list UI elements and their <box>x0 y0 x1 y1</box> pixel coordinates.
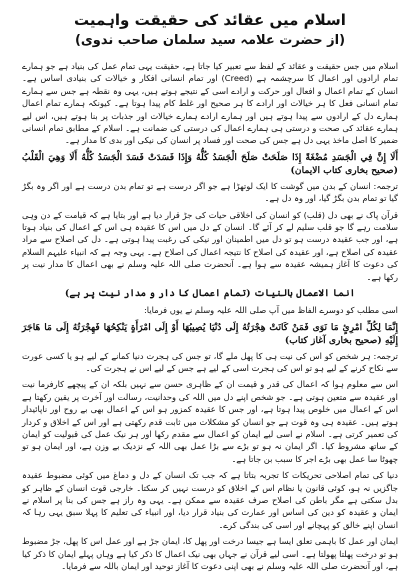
paragraph-translation-hijrah: ترجمہ: ہر شخص کو اس کی نیت ہی کا پھل ملے گا، تو جس کی ہجرت دنیا کمانے کے لیے ہو یا کسی عورت سے نکاح کرنے کے لیے ہو تو اس کی ہجرت اسی کے لیے ہے جس کے لیے اس نے ہجرت کی۔ <box>22 350 398 373</box>
paragraph-tree-analogy: ایمان اور عمل کا باہمی تعلق ایسا ہے جیسا درخت اور پھل کا، ایمان جڑ ہے اور عمل اس کا پھل، جڑ مضبوط ہو تو درخت پھلتا پھولتا ہے۔ اسی لیے قرآن نے جہاں بھی نیک اعمال کا ذکر کیا ہے وہاں پہلے ایمان کا ذکر کیا ہے، اور آنحضرت صلی اللہ علیہ وسلم نے بھی اپنی دعوت کا آغاز توحید اور ایمان باللہ سے فرمایا۔ <box>22 536 398 571</box>
document-title: اسلام میں عقائد کی حقیقت واہمیت <box>74 11 346 29</box>
hadith-arabic-heart: أَلَا إِنَّ فِي الْجَسَدِ مُضْغَةً إِذَا صَلَحَتْ صَلَحَ الْجَسَدُ كُلُّهُ وَإِذَا فَسَدَتْ فَسَدَ الْجَسَدُ كُلُّهُ أَلَا وَهِيَ الْقَلْبُ (صحیح بخاری کتاب الایمان) <box>22 151 398 176</box>
hadith-arabic-intentions: انما الاعمال بالنيات (تمام اعمال کا دار و مدار نیت پر ہے) <box>64 288 356 300</box>
paragraph-quran-heart: قرآن پاک نے بھی دل (قلب) کو انسان کی اخلاقی حیات کی جڑ قرار دیا ہے اور بتایا ہے کہ قیامت کے دن وہی سلامت رہے گا جو قلب سلیم لے کر آئے گا۔ انسان کے دل میں اس کا عقیدہ ہی اس کے اعمال کی بنیاد ہوتا ہے، اور جب عقیدہ درست ہو تو دل میں اطمینان اور نیکی کی رغبت پیدا ہوتی ہے۔ دل کی اصلاح سے مراد عقیدہ کی اصلاح ہے، اور عقیدہ کی اصلاح کا نتیجہ اعمال کی اصلاح ہے۔ یہی وجہ ہے کہ انبیاء علیہم السلام کی دعوت کا آغاز ہمیشہ عقیدہ سے ہوا ہے۔ آنحضرت صلی اللہ علیہ وسلم نے بھی اعمال کا مدار نیت پر رکھا ہے۔ <box>22 209 398 282</box>
hadith-arabic-hijrah: إِنَّمَا لِكُلِّ امْرِئٍ مَا نَوَى فَمَنْ كَانَتْ هِجْرَتُهُ إِلَى دُنْيَا يُصِيبُهَا أَوْ إِلَى امْرَأَةٍ يَنْكِحُهَا فَهِجْرَتُهُ إِلَى مَا هَاجَرَ إِلَيْهِ (صحیح بخاری آغاز کتاب) <box>22 321 398 346</box>
paragraph-reform: دنیا کی تمام اصلاحی تحریکات کا تجربہ بتاتا ہے کہ جب تک انسان کے دل و دماغ میں کوئی مضبوط عقیدہ جاگزیں نہ ہو، کوئی قانون یا نظام اس کے اخلاق کو درست نہیں کر سکتا۔ خارجی قوت انسان کے ظاہر کو بدل سکتی ہے مگر باطن کی اصلاح صرف عقیدہ سے ممکن ہے۔ یہی وہ راز ہے جس کی بنا پر اسلام نے ایمان و عقیدہ کو دین کی اساس اور عمارت کی بنیاد قرار دیا، اور انبیاء کی تعلیم کا پہلا سبق یہی رہا کہ انسان اپنے خالق کو پہچانے اور اسی کی بندگی کرے۔ <box>22 470 398 530</box>
author-subtitle: (از حضرت علامہ سید سلمان صاحب ندوی) <box>74 33 346 48</box>
paragraph-translation-heart: ترجمہ: انسان کے بدن میں گوشت کا ایک لوتھڑا ہے جو اگر درست ہے تو تمام بدن درست ہے اور اگر وہ بگڑ گیا تو تمام بدن بگڑ گیا، اور وہ دل ہے۔ <box>22 180 398 204</box>
paragraph-lead-in: اسی مطلب کو دوسرے الفاظ میں آپ صلی اللہ علیہ وسلم نے یوں فرمایا: <box>144 305 398 316</box>
paragraph-faith-deeds: اس سے معلوم ہوا کہ اعمال کی قدر و قیمت ان کے ظاہری حسن سے نہیں بلکہ ان کے پیچھے کارفرما نیت اور عقیدہ سے متعین ہوتی ہے۔ جو شخص اپنے دل میں اللہ کی وحدانیت، رسالت اور آخرت پر یقین رکھتا ہے اس کے اعمال میں خلوص پیدا ہوتا ہے، اور جس کا عقیدہ کمزور ہو اس کے اعمال بھی بے روح اور ناپائیدار ہوتے ہیں۔ عقیدہ ہی وہ قوت ہے جو انسان کو مشکلات میں ثابت قدم رکھتی ہے اور اس کے اخلاق و کردار کی تعمیر کرتی ہے۔ اسلام نے اسی لیے ایمان کو اعمال سے مقدم رکھا اور ہر نیک عمل کی قبولیت کو ایمان کے ساتھ مشروط کیا۔ اگر ایمان نہ ہو تو بڑے سے بڑا عمل بھی اللہ کے نزدیک بے وزن ہے، اور ایمان ہو تو چھوٹا سا عمل بھی بڑے اجر کا سبب بن جاتا ہے۔ <box>22 379 398 464</box>
paragraph-intro: اسلام میں جس حقیقت و عقائد کے لفظ سے تعبیر کیا جاتا ہے، حقیقت یہی تمام عمل کی بنیاد ہے جو ہمارے تمام ارادوں اور اعمال کا سرچشمہ ہے (Creed) اور تمام انسانی افکار و خیالات کی بنیادی اساس ہے۔ انسان کے تمام اعمال و افعال اور حرکت و ارادے اسی کے نتیجے ہوتے ہیں، یہی وہ نقطہ ہے جس سے ہمارے تمام انسانی فعل کا ہر خیالات اور ارادے کا ہر صحیح اور غلط کام پیدا ہوتا ہے۔ کیونکہ ہمارے تمام اعمال ہمارے دل کے ارادوں سے پیدا ہوتے ہیں اور ہمارے ارادے ہمارے خیالات اور جذبات پر بنا ہوتے ہیں، اس لیے ہمارے عقائد کی صحت و درستی ہی ہمارے اعمال کی درستی کی ضمانت ہے۔ اسلام کے مطابق تمام انسانی ضمیر کا اصل ماخذ یہی دل ہے جس کی صحت اور فساد پر انسان کی نیکی اور بدی کا مدار ہے۔ <box>22 61 398 146</box>
